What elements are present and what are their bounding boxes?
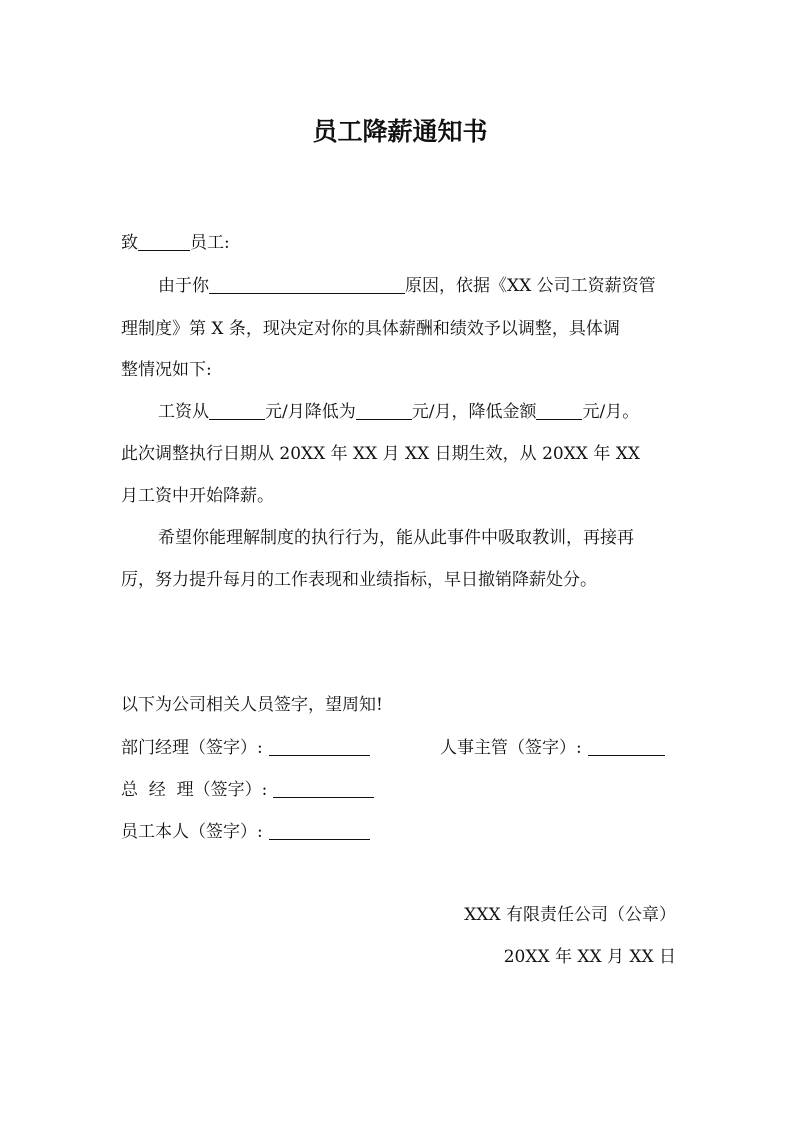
salutation-prefix: 致 (121, 233, 138, 253)
employee-name-blank[interactable] (138, 230, 190, 251)
para2-line3: 月工资中开始降薪。 (121, 486, 274, 506)
para1-line1-prefix: 由于你 (158, 276, 209, 296)
hr-supervisor-signature (440, 733, 665, 763)
para2-line2: 此次调整执行日期从 20XX 年 XX 月 XX 日期生效，从 20XX 年 XX (121, 444, 640, 464)
reduction-amount-blank[interactable] (536, 399, 582, 420)
document-date: 20XX 年 XX 月 XX 日 (503, 947, 676, 967)
signature-intro: 以下为公司相关人员签字，望周知! (121, 695, 383, 715)
document-title: 员工降薪通知书 (312, 117, 488, 146)
dept-manager-label: 部门经理（签字）: (121, 738, 263, 758)
employee-label: 员工本人（签字）: (121, 822, 263, 842)
para3-line2: 厉，努力提升每月的工作表现和业绩指标，早日撤销降薪处分。 (121, 570, 597, 590)
salary-to-blank[interactable] (356, 399, 412, 420)
reason-blank[interactable] (209, 273, 405, 294)
company-seal-line: XXX 有限责任公司（公章） (464, 905, 676, 925)
para3-line1: 希望你能理解制度的执行行为，能从此事件中吸取教训，再接再 (158, 528, 634, 548)
employee-signature (121, 817, 370, 847)
general-manager-signature (121, 775, 374, 805)
general-manager-label: 总 经 理（签字）: (121, 780, 268, 800)
salary-from-label: 工资从 (158, 402, 209, 422)
dept-manager-signature-blank[interactable] (269, 735, 370, 756)
salary-to-label: 元/月降低为 (265, 402, 356, 422)
dept-manager-signature (121, 733, 370, 763)
hr-supervisor-label: 人事主管（签字）: (440, 738, 582, 758)
para1-line1 (158, 271, 656, 301)
salutation-suffix: 员工: (190, 233, 230, 253)
para1-line1-suffix: 原因，依据《XX 公司工资薪资管 (405, 276, 656, 296)
para1-line2: 理制度》第 X 条，现决定对你的具体薪酬和绩效予以调整，具体调 (121, 319, 620, 339)
para2-line1 (158, 397, 639, 427)
para1-line3: 整情况如下: (121, 360, 212, 380)
reduction-label: 元/月，降低金额 (411, 402, 537, 422)
reduction-unit: 元/月。 (582, 402, 640, 422)
employee-signature-blank[interactable] (269, 819, 370, 840)
salary-from-blank[interactable] (209, 399, 265, 420)
hr-supervisor-signature-blank[interactable] (588, 735, 665, 756)
salutation-line (121, 228, 230, 258)
general-manager-signature-blank[interactable] (273, 777, 374, 798)
